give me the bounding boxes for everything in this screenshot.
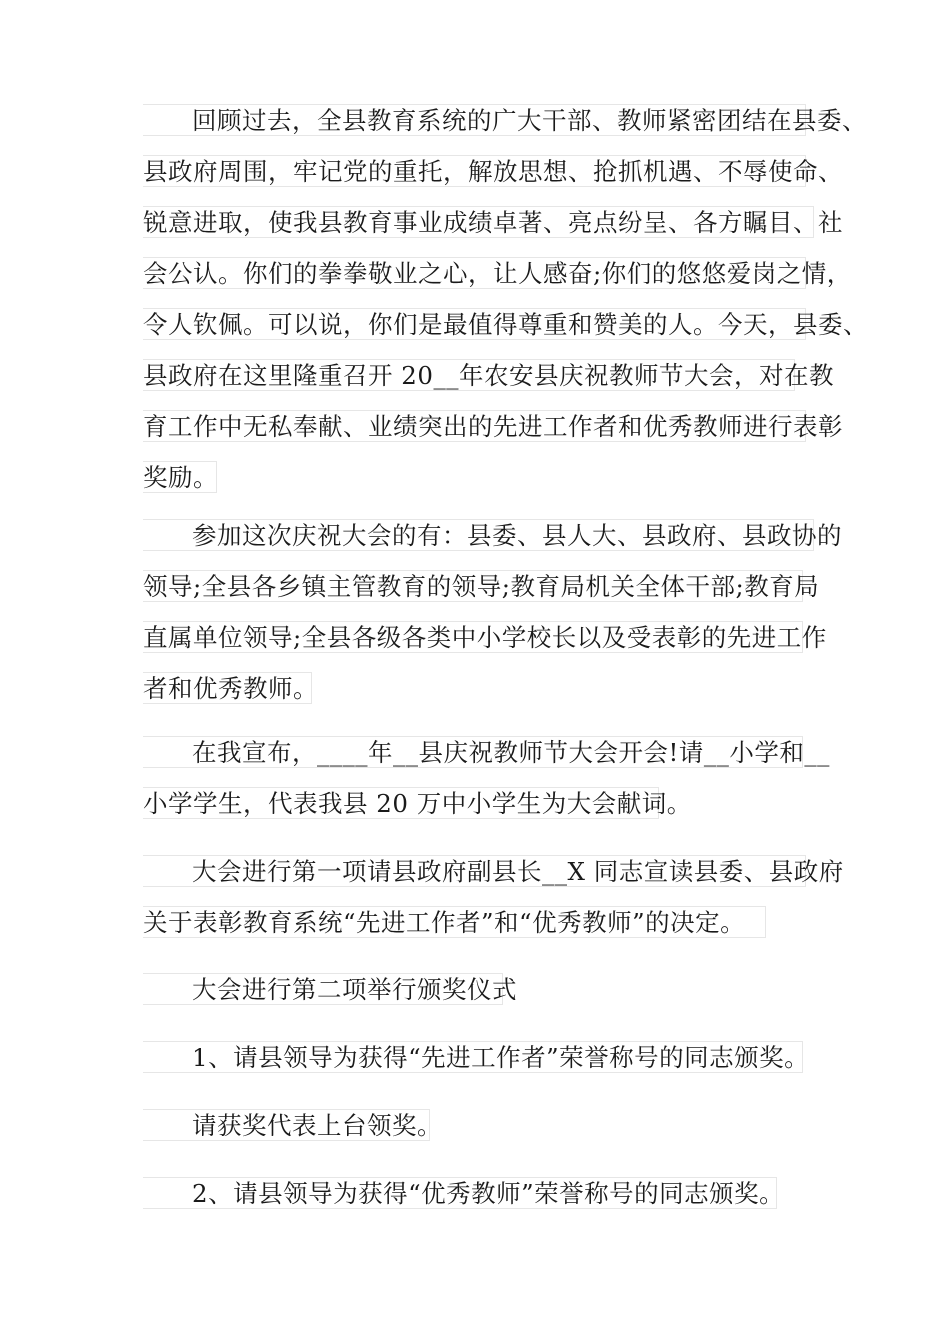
text-line: 直属单位领导;全县各级各类中小学校长以及受表彰的先进工作 [143,623,827,652]
paragraph-award-two [143,1177,785,1228]
text-line: 小学学生，代表我县 20 万中小学生为大会献词。 [143,789,692,818]
text-line: 1、请县领导为获得“先进工作者”荣誉称号的同志颁奖。 [143,1041,803,1073]
paragraph-award-one [143,1041,810,1092]
text-line: 锐意进取，使我县教育事业成绩卓著、亮点纷呈、各方瞩目、社 [143,208,843,237]
text-line: 会公认。你们的拳拳敬业之心，让人感奋;你们的悠悠爱岗之情， [143,259,852,288]
text-line: 2、请县领导为获得“优秀教师”荣誉称号的同志颁奖。 [143,1177,777,1209]
text-line: 者和优秀教师。 [143,674,318,703]
text-line: 请获奖代表上台领奖。 [143,1109,430,1141]
text-line: 奖励。 [143,463,218,492]
paragraph-attendees [143,519,842,723]
paragraph-opening [143,736,830,838]
text-line: 关于表彰教育系统“先进工作者”和“优秀教师”的决定。 [143,906,766,938]
paragraph-review [143,104,868,512]
text-line: 大会进行第二项举行颁奖仪式 [143,973,503,1005]
text-line: 参加这次庆祝大会的有：县委、县人大、县政府、县政协的 [143,519,814,551]
paragraph-representatives [143,1109,442,1160]
text-line: 令人钦佩。可以说，你们是最值得尊重和赞美的人。今天，县委、 [143,310,868,339]
text-line: 在我宣布，____年__县庆祝教师节大会开会!请__小学和__ [143,736,803,768]
text-line: 县政府周围，牢记党的重托，解放思想、抢抓机遇、不辱使命、 [143,157,843,186]
text-line: 大会进行第一项请县政府副县长__X 同志宣读县委、县政府 [143,855,806,887]
text-line: 领导;全县各乡镇主管教育的领导;教育局机关全体干部;教育局 [143,572,820,601]
paragraph-item-one [143,855,844,957]
paragraph-item-two [143,973,517,1024]
text-line: 县政府在这里隆重召开 20__年农安县庆祝教师节大会，对在教 [143,361,834,390]
text-line: 回顾过去，全县教育系统的广大干部、教师紧密团结在县委、 [143,104,806,136]
text-line: 育工作中无私奉献、业绩突出的先进工作者和优秀教师进行表彰 [143,412,843,441]
